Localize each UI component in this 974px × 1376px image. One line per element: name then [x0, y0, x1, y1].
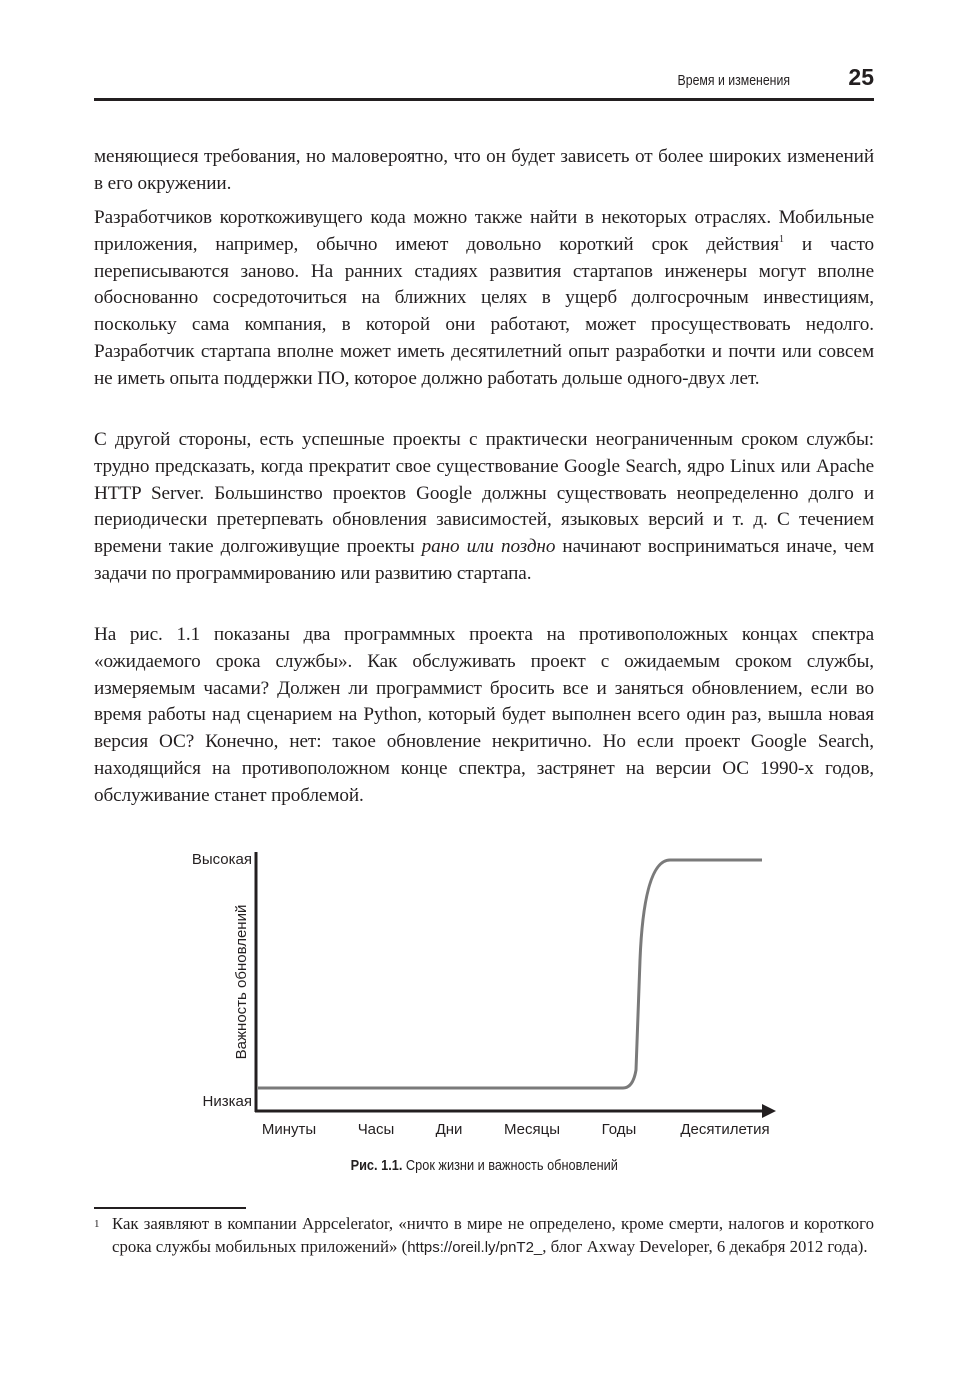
footnote-text: Как заявляют в компании Appcelerator, «ничто в мире не определено, кроме смерти, налогов и короткого срока службы мобильных приложений» (: [112, 1214, 874, 1256]
footnote-1: [94, 1213, 874, 1259]
header-rule: [94, 98, 874, 101]
x-tick-minutes: Минуты: [261, 1121, 317, 1138]
footnote-reference[interactable]: 1: [779, 233, 784, 245]
x-tick-months: Месяцы: [503, 1121, 561, 1138]
caption-label: Рис. 1.1.: [350, 1157, 403, 1174]
paragraph-2: [94, 205, 874, 393]
y-axis-label: Важность обновлений: [233, 904, 250, 1060]
x-tick-days: Дни: [435, 1121, 463, 1138]
x-axis-arrow-icon: [762, 1104, 776, 1118]
x-tick-hours: Часы: [357, 1121, 395, 1138]
x-tick-decades: Десятилетия: [680, 1121, 770, 1138]
emphasis-text: рано или поздно: [421, 536, 556, 558]
paragraph-text: меняющиеся требования, но маловероятно, что он будет зависеть от более широких изменений в его окружении.: [94, 146, 874, 194]
caption-text: Срок жизни и важность обновлений: [402, 1157, 618, 1174]
y-tick-high: Высокая: [191, 851, 252, 868]
y-tick-low: Низкая: [202, 1093, 252, 1110]
x-tick-years: Годы: [601, 1121, 637, 1138]
importance-curve: [258, 860, 762, 1088]
footnote-text: , блог Axway Developer, 6 декабря 2012 года).: [542, 1236, 868, 1256]
figure-caption: [94, 1157, 874, 1174]
chart-svg: [170, 840, 810, 1150]
paragraph-text: Разработчиков короткоживущего кода можно также найти в некоторых отраслях. Мобильные приложения, например, обычно имеют довольно короткий срок действия: [94, 207, 874, 255]
footnote-rule: [94, 1207, 246, 1209]
paragraph-text: С другой стороны, есть успешные проекты с практически неограниченным сроком службы: трудно предсказать, когда прекратит свое существование Google Search, ядро Linux или Apache HTTP Server. Большинство проектов Google должны существовать неопределенно долго и периодически претерпевать обновления зависимостей, языковых версий и т. д. С течением времени такие долгоживущие проекты: [94, 429, 874, 558]
paragraph-text: На рис. 1.1 показаны два программных проекта на противоположных концах спектра «ожидаемого срока службы». Как обслуживать проект с ожидаемым сроком службы, измеряемым часами? Должен ли программист бросить все и заняться обновлением, если во время работы над сценарием на Python, который будет выполнен всего один раз, вышла новая версия ОС? Конечно, нет: такое обновление некритично. Но если проект Google Search, находящийся на противоположном конце спектра, застрянет на версии ОС 1990-х годов, обслуживание станет проблемой.: [94, 624, 874, 806]
paragraph-text: и часто переписываются заново. На ранних стадиях развития стартапов инженеры могут вполне обоснованно сосредоточиться на ближних целях в ущерб долгосрочным инвестициям, поскольку сама компания, в которой они работают, может просуществовать недолго. Разработчик стартапа вполне может иметь десятилетний опыт разработки и почти или совсем не иметь опыта поддержки ПО, которое должно работать дольше одного-двух лет.: [94, 233, 874, 389]
paragraph-text: начинают восприниматься иначе, чем задачи по программированию или развитию стартапа.: [94, 536, 874, 584]
paragraph-4: [94, 622, 874, 810]
footnote-link[interactable]: https://oreil.ly/pnT2_: [407, 1238, 543, 1256]
footnote-mark: 1: [94, 1218, 100, 1230]
chapter-title: Время и изменения: [677, 72, 790, 89]
paragraph-1: [94, 144, 874, 198]
paragraph-3: [94, 427, 874, 588]
figure-1-1-chart: [170, 840, 810, 1150]
page-number: 25: [848, 64, 874, 90]
